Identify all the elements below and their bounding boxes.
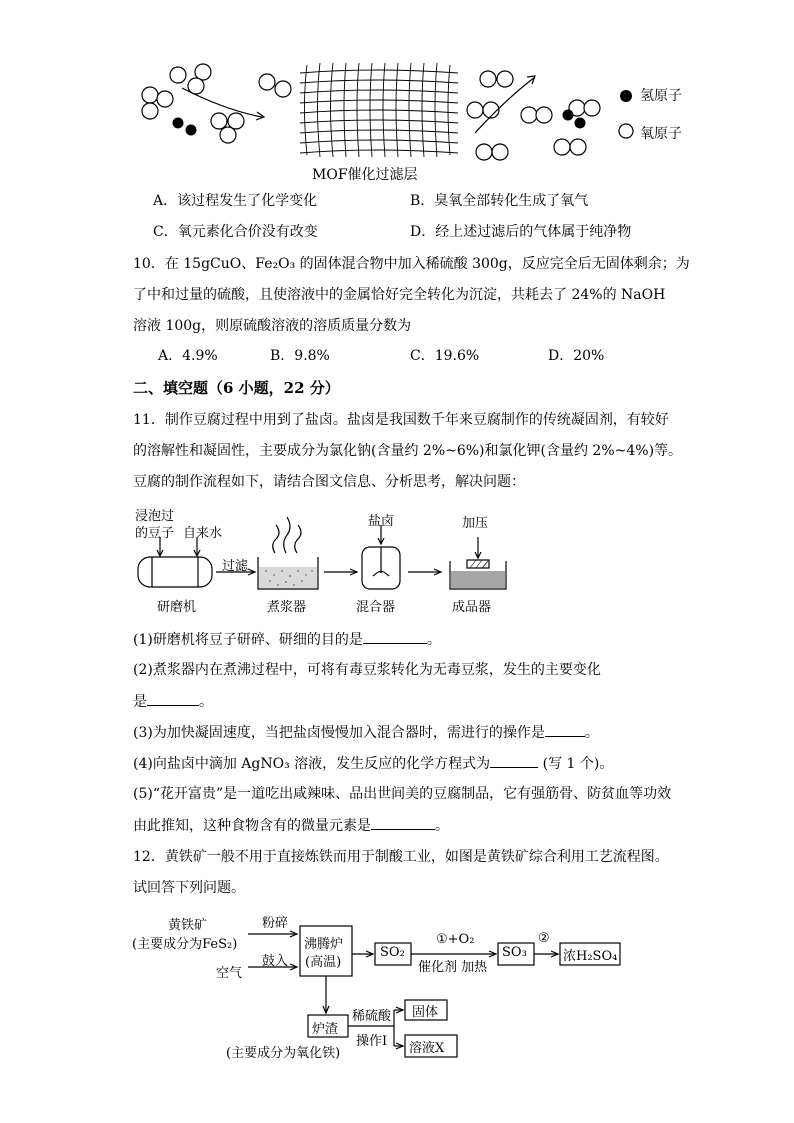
- flow-label-brine: 盐卤: [368, 514, 395, 529]
- flow-label-operation: 操作I: [356, 1034, 388, 1049]
- mof-molecule-figure: [130, 55, 710, 165]
- legend-hydrogen: 氢原子: [640, 88, 682, 104]
- q12-line-1: 12．黄铁矿一般不用于直接炼铁而用于制酸工业，如图是黄铁矿综合利用工艺流程图。: [133, 849, 669, 865]
- q11-part-4: (4)向盐卤中滴加 AgNO₃ 溶液，发生反应的化学方程式为 (写 1 个)。: [133, 753, 613, 774]
- answer-blank[interactable]: [545, 722, 585, 737]
- flow-label-product: 成品器: [452, 600, 492, 615]
- q12-line-2: 试回答下列问题。: [133, 880, 245, 896]
- flow-label-slag: 炉渣: [312, 1022, 339, 1037]
- q9-option-c: C．氧元素化合价没有改变: [153, 224, 318, 240]
- flow-label-acid: 浓H₂SO₄: [563, 949, 618, 964]
- q10-line-2: 了中和过量的硫酸，且使溶液中的金属恰好完全转化为沉淀，共耗去了 24%的 NaOH: [133, 287, 666, 303]
- flow-label-solution: 溶液X: [409, 1041, 445, 1056]
- flow-label-crush: 粉碎: [262, 916, 289, 931]
- flow-label-furnace-2: (高温): [305, 955, 342, 970]
- flow-label-solid: 固体: [412, 1005, 439, 1020]
- q9-option-d: D．经上述过滤后的气体属于纯净物: [410, 224, 632, 240]
- flow-label-blow-in: 鼓入: [262, 954, 289, 969]
- q11-part-3: (3)为加快凝固速度，当把盐卤慢慢加入混合器时，需进行的操作是 。: [133, 722, 599, 743]
- answer-blank[interactable]: [371, 815, 435, 830]
- q11-part-5: (5)“花开富贵”是一道吃出咸辣味、品出世间美的豆腐制品，它有强筋骨、防贫血等功效: [133, 786, 672, 802]
- flow-label-boiler: 煮浆器: [267, 600, 307, 615]
- flow-label-pyrite: 黄铁矿: [168, 918, 208, 933]
- flow-label-so2: SO₂: [380, 945, 405, 960]
- q9-option-a: A．该过程发生了化学变化: [153, 193, 318, 209]
- flow-label-filter: 过滤: [222, 559, 249, 574]
- q10-option-d: D．20%: [548, 348, 605, 364]
- legend-oxygen: 氧原子: [640, 126, 682, 142]
- q11-line-1: 11．制作豆腐过程中用到了盐卤。盐卤是我国数千年来豆腐制作的传统凝固剂，有较好: [133, 412, 669, 428]
- flow-label-step-1: ①+O₂: [436, 932, 475, 947]
- flow-label-soaked-2: 的豆子: [135, 526, 175, 541]
- q10-line-3: 溶液 100g，则原硫酸溶液的溶质质量分数为: [133, 318, 412, 334]
- answer-blank[interactable]: [147, 691, 199, 706]
- flow-label-mixer: 混合器: [356, 600, 396, 615]
- q11-part-5b: 由此推知，这种食物含有的微量元素是 。: [133, 815, 449, 836]
- q11-line-3: 豆腐的制作流程如下，请结合图文信息、分析思考，解决问题：: [133, 474, 525, 490]
- flow-label-dilute-acid: 稀硫酸: [352, 1009, 392, 1024]
- mof-caption: MOF催化过滤层: [312, 167, 418, 183]
- q11-line-2: 的溶解性和凝固性，主要成分为氯化钠(含量约 2%~6%)和氯化钾(含量约 2%~4%)等。: [133, 443, 683, 459]
- flow-label-furnace-1: 沸腾炉: [304, 937, 344, 952]
- flow-label-step-2: ②: [538, 931, 550, 946]
- flow-label-slag-note: (主要成分为氧化铁): [226, 1046, 341, 1061]
- q10-option-c: C．19.6%: [410, 348, 480, 364]
- flow-label-pyrite-note: (主要成分为FeS₂): [132, 937, 238, 952]
- q11-part-2: (2)煮浆器内在煮沸过程中，可将有毒豆浆转化为无毒豆浆，发生的主要变化: [133, 662, 601, 678]
- section-2-title: 二、填空题（6 小题，22 分）: [133, 379, 340, 397]
- flow-label-catalyst: 催化剂 加热: [418, 960, 488, 975]
- flow-label-grinder: 研磨机: [157, 600, 197, 615]
- flow-label-pressure: 加压: [462, 516, 489, 531]
- q9-option-b: B．臭氧全部转化生成了氧气: [410, 193, 589, 209]
- answer-blank[interactable]: [490, 753, 538, 768]
- q11-part-1: (1)研磨机将豆子研碎、研细的目的是 。: [133, 629, 441, 650]
- flow-label-so3: SO₃: [502, 945, 527, 960]
- flow-label-tap-water: 自来水: [183, 526, 223, 541]
- q10-option-a: A．4.9%: [158, 348, 218, 364]
- flow-label-air: 空气: [216, 966, 243, 981]
- flow-label-soaked-1: 浸泡过: [135, 509, 175, 524]
- q10-option-b: B．9.8%: [270, 348, 330, 364]
- q10-line-1: 10．在 15gCuO、Fe₂O₃ 的固体混合物中加入稀硫酸 300g，反应完全后无固体剩余；为: [133, 256, 690, 272]
- q11-part-2b: 是 。: [133, 691, 213, 712]
- answer-blank[interactable]: [363, 629, 427, 644]
